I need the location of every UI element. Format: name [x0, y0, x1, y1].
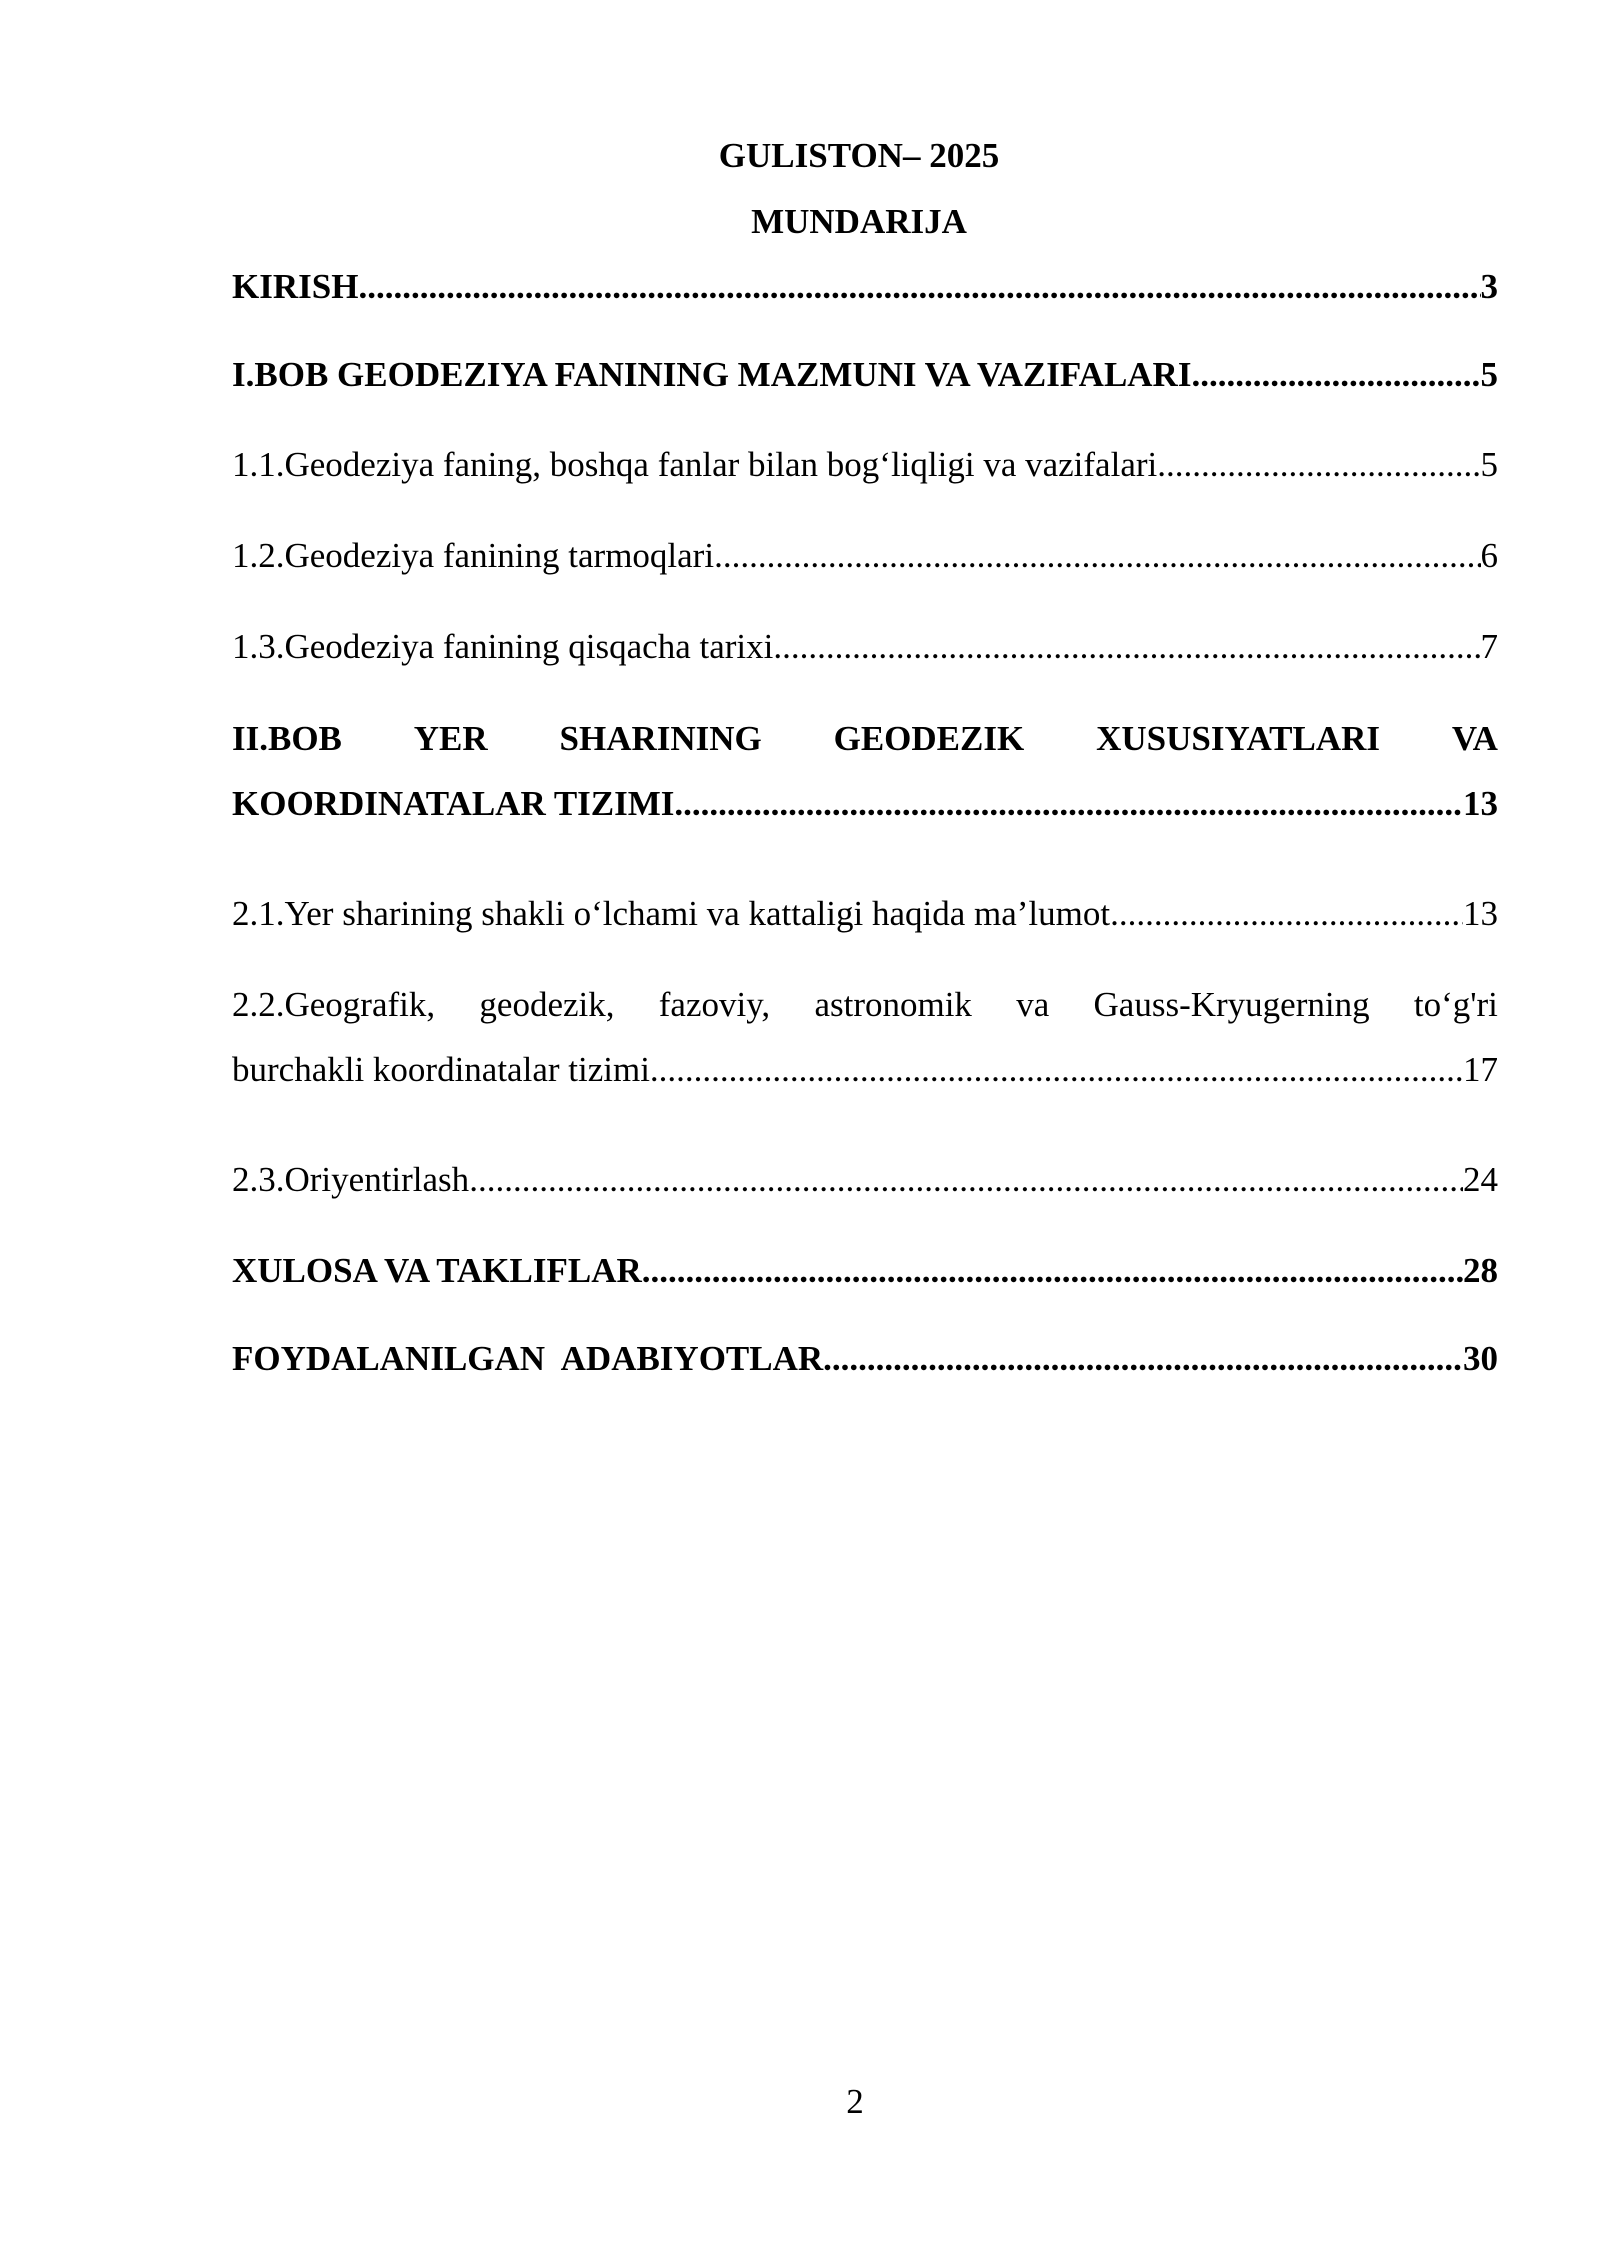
toc-entry-intro — [232, 265, 1498, 309]
toc-entry-page: 7 — [1480, 627, 1498, 666]
toc-entry-references — [232, 1337, 1498, 1381]
toc-entry-section-1-3 — [232, 625, 1498, 669]
toc-entry-section-2-2-line-2 — [232, 1048, 1498, 1092]
toc-title: MUNDARIJA — [751, 202, 967, 241]
toc-word: to‘g'ri — [1413, 985, 1498, 1024]
toc-word: fazoviy, — [658, 985, 771, 1024]
toc-entry-section-1-2 — [232, 534, 1498, 578]
toc-entry-page: 3 — [1480, 267, 1498, 306]
toc-entry-page: 13 — [1463, 784, 1498, 823]
toc-entry-page: 6 — [1480, 536, 1498, 575]
toc-entry-conclusion — [232, 1249, 1498, 1293]
dot-leader — [650, 1048, 1463, 1092]
dot-leader — [469, 1158, 1463, 1202]
dot-leader — [674, 782, 1463, 826]
toc-entry-label: 2.3.Oriyentirlash — [232, 1160, 470, 1199]
toc-entry-chapter-1 — [232, 353, 1498, 397]
toc-word: astronomik — [814, 985, 972, 1024]
toc-entry-chapter-2-line-1 — [232, 717, 1498, 761]
page-number: 2 — [846, 2082, 864, 2121]
toc-entry-page: 30 — [1463, 1339, 1498, 1378]
toc-entry-page: 17 — [1463, 1050, 1498, 1089]
toc-word: VA — [1451, 719, 1498, 758]
toc-entry-label: KOORDINATALAR TIZIMI — [232, 784, 675, 823]
toc-entry-page: 5 — [1480, 445, 1498, 484]
dot-leader — [1157, 443, 1480, 487]
dot-leader — [642, 1249, 1463, 1293]
toc-entry-label: 1.3.Geodeziya fanining qisqacha tarixi — [232, 627, 774, 666]
toc-word: XUSUSIYATLARI — [1096, 719, 1381, 758]
toc-entry-chapter-2-line-2 — [232, 782, 1498, 826]
dot-leader — [773, 625, 1480, 669]
toc-entry-section-2-1 — [232, 892, 1498, 936]
toc-word: II.BOB — [232, 719, 342, 758]
toc-entry-page: 5 — [1480, 355, 1498, 394]
toc-word: Gauss-Kryugerning — [1093, 985, 1370, 1024]
toc-word: GEODEZIK — [833, 719, 1025, 758]
dot-leader — [823, 1337, 1463, 1381]
toc-entry-section-2-3 — [232, 1158, 1498, 1202]
toc-entry-label: burchakli koordinatalar tizimi — [232, 1050, 650, 1089]
dot-leader — [1191, 353, 1480, 397]
toc-word: SHARINING — [559, 719, 762, 758]
toc-entry-label: I.BOB GEODEZIYA FANINING MAZMUNI VA VAZIFALARI — [232, 355, 1192, 394]
toc-entry-page: 28 — [1463, 1251, 1498, 1290]
toc-word: 2.2.Geografik, — [232, 985, 436, 1024]
toc-word: YER — [413, 719, 488, 758]
toc-entry-page: 13 — [1463, 894, 1498, 933]
city-year-heading: GULISTON– 2025 — [718, 136, 1000, 175]
toc-entry-section-2-2-line-1 — [232, 983, 1498, 1027]
dot-leader — [714, 534, 1480, 578]
dot-leader — [1110, 892, 1463, 936]
toc-entry-label: 1.1.Geodeziya faning, boshqa fanlar bilan bog‘liqligi va vazifalari — [232, 445, 1158, 484]
toc-entry-label: KIRISH — [232, 267, 359, 306]
toc-entry-label: 1.2.Geodeziya fanining tarmoqlari — [232, 536, 715, 575]
toc-entry-label: FOYDALANILGAN ADABIYOTLAR — [232, 1339, 824, 1378]
toc-entry-label: 2.1.Yer sharining shakli o‘lchami va kattaligi haqida ma’lumot — [232, 894, 1111, 933]
toc-entry-page: 24 — [1463, 1160, 1498, 1199]
toc-word: geodezik, — [479, 985, 615, 1024]
toc-entry-section-1-1 — [232, 443, 1498, 487]
toc-entry-label: XULOSA VA TAKLIFLAR — [232, 1251, 642, 1290]
toc-word: va — [1016, 985, 1050, 1024]
dot-leader — [358, 265, 1480, 309]
